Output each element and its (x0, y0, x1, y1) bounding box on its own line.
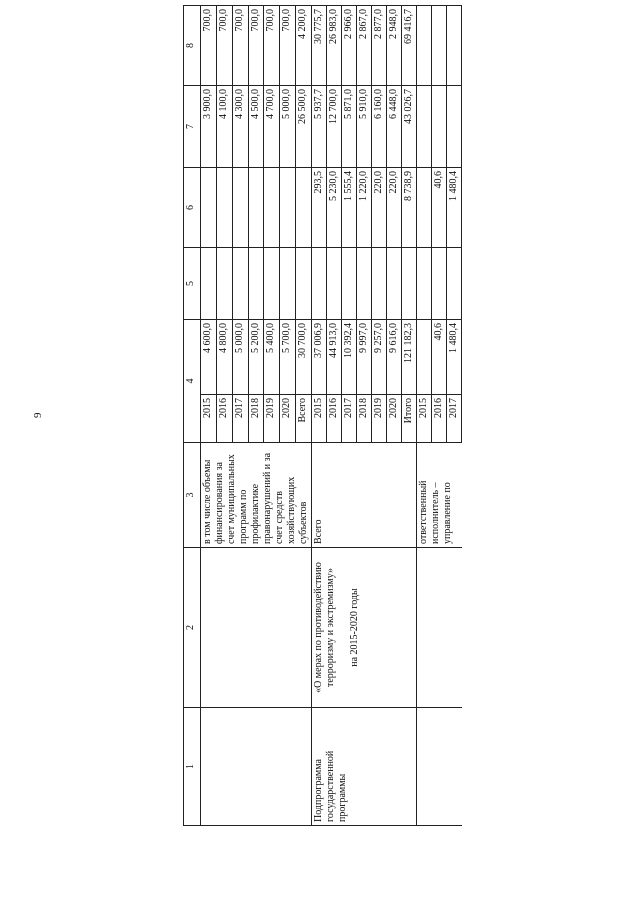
year-cell: 2020 (280, 395, 296, 443)
regional-amount-cell: 1 555,4 (342, 168, 357, 248)
program-type-cell: Подпрограмма государственной программы (312, 708, 417, 826)
col-header-8: 8 (184, 6, 201, 86)
federal-amount-cell (402, 248, 417, 320)
federal-amount-cell (232, 248, 248, 320)
col-header-5: 5 (184, 248, 201, 320)
col-header-4: 4 (184, 320, 201, 443)
regional-amount-cell: 1 480,4 (447, 168, 462, 248)
municipal-amount-cell: 5 000,0 (280, 86, 296, 168)
table-row (201, 6, 217, 826)
year-cell: 2015 (312, 395, 327, 443)
financing-source-cell: Всего (312, 443, 417, 548)
total-amount-cell: 4 800,0 (216, 320, 232, 395)
year-cell: 2018 (248, 395, 264, 443)
extrabudget-amount-cell: 2 867,0 (357, 6, 372, 86)
total-amount-cell: 30 700,0 (296, 320, 312, 395)
extrabudget-amount-cell (432, 6, 447, 86)
heading-line (133, 0, 146, 330)
financing-table (183, 5, 462, 826)
heading-line (96, 0, 109, 330)
table-row (417, 6, 432, 826)
regional-amount-cell (417, 168, 432, 248)
program-name-cell (312, 548, 417, 708)
program-name: «О мерах по противодействию терроризму и экстремизму» (313, 562, 336, 693)
federal-amount-cell (342, 248, 357, 320)
regional-amount-cell: 8 738,9 (402, 168, 417, 248)
municipal-amount-cell: 4 100,0 (216, 86, 232, 168)
municipal-amount-cell: 26 500,0 (296, 86, 312, 168)
federal-amount-cell (417, 248, 432, 320)
extrabudget-amount-cell: 69 416,7 (402, 6, 417, 86)
municipal-amount-cell: 5 871,0 (342, 86, 357, 168)
municipal-amount-cell: 12 700,0 (327, 86, 342, 168)
total-amount-cell (417, 320, 432, 395)
total-amount-cell: 1 480,4 (447, 320, 462, 395)
regional-amount-cell: 293,5 (312, 168, 327, 248)
regional-amount-cell (216, 168, 232, 248)
federal-amount-cell (201, 248, 217, 320)
heading-line (108, 0, 121, 330)
heading-line (121, 0, 134, 330)
total-amount-cell: 9 997,0 (357, 320, 372, 395)
extrabudget-amount-cell: 26 983,0 (327, 6, 342, 86)
year-cell: 2019 (372, 395, 387, 443)
federal-amount-cell (248, 248, 264, 320)
year-cell: Всего (296, 395, 312, 443)
col-header-1: 1 (184, 708, 201, 826)
year-cell: Итого (402, 395, 417, 443)
year-cell: 2015 (417, 395, 432, 443)
program-name-cell (417, 548, 462, 708)
col-header-2: 2 (184, 548, 201, 708)
total-amount-cell: 44 913,0 (327, 320, 342, 395)
total-amount-cell: 121 182,3 (402, 320, 417, 395)
extrabudget-amount-cell: 2 877,0 (372, 6, 387, 86)
regional-amount-cell (280, 168, 296, 248)
table-body (201, 6, 462, 826)
total-amount-cell: 5 000,0 (232, 320, 248, 395)
regional-amount-cell (264, 168, 280, 248)
total-amount-cell: 4 600,0 (201, 320, 217, 395)
header-row (184, 6, 201, 826)
federal-amount-cell (264, 248, 280, 320)
year-cell: 2017 (447, 395, 462, 443)
regional-amount-cell (232, 168, 248, 248)
extrabudget-amount-cell (417, 6, 432, 86)
municipal-amount-cell: 6 160,0 (372, 86, 387, 168)
program-period: на 2015-2020 годы (349, 588, 360, 667)
col-header-7: 7 (184, 86, 201, 168)
heading-line (83, 0, 96, 330)
financing-table-wrapper (183, 6, 623, 826)
year-cell: 2020 (387, 395, 402, 443)
extrabudget-amount-cell: 700,0 (201, 6, 217, 86)
municipal-amount-cell: 4 500,0 (248, 86, 264, 168)
regional-amount-cell (248, 168, 264, 248)
municipal-amount-cell: 43 026,7 (402, 86, 417, 168)
total-amount-cell: 5 200,0 (248, 320, 264, 395)
federal-amount-cell (372, 248, 387, 320)
year-cell: 2019 (264, 395, 280, 443)
federal-amount-cell (296, 248, 312, 320)
federal-amount-cell (280, 248, 296, 320)
regional-amount-cell (201, 168, 217, 248)
extrabudget-amount-cell: 2 948,0 (387, 6, 402, 86)
federal-amount-cell (216, 248, 232, 320)
regional-amount-cell: 220,0 (387, 168, 402, 248)
municipal-amount-cell: 4 300,0 (232, 86, 248, 168)
col-header-6: 6 (184, 168, 201, 248)
program-type-cell (417, 708, 462, 826)
municipal-amount-cell: 6 448,0 (387, 86, 402, 168)
federal-amount-cell (357, 248, 372, 320)
page-number: 9 (32, 412, 44, 418)
municipal-amount-cell: 5 937,7 (312, 86, 327, 168)
year-cell: 2016 (216, 395, 232, 443)
extrabudget-amount-cell: 700,0 (216, 6, 232, 86)
year-cell: 2017 (342, 395, 357, 443)
regional-amount-cell (296, 168, 312, 248)
total-amount-cell: 9 257,0 (372, 320, 387, 395)
federal-amount-cell (447, 248, 462, 320)
total-amount-cell: 9 616,0 (387, 320, 402, 395)
year-cell: 2018 (357, 395, 372, 443)
regional-amount-cell: 220,0 (372, 168, 387, 248)
program-name-cell (201, 548, 312, 708)
regional-amount-cell: 5 230,0 (327, 168, 342, 248)
continuation-appendix-2 (40, 0, 53, 330)
document-heading (40, 0, 190, 905)
municipal-amount-cell (417, 86, 432, 168)
extrabudget-amount-cell: 700,0 (264, 6, 280, 86)
extrabudget-amount-cell: 2 966,0 (342, 6, 357, 86)
regional-amount-cell: 1 220,0 (357, 168, 372, 248)
year-cell: 2016 (327, 395, 342, 443)
extrabudget-amount-cell: 700,0 (280, 6, 296, 86)
extrabudget-amount-cell: 4 200,0 (296, 6, 312, 86)
col-header-3: 3 (184, 443, 201, 548)
federal-amount-cell (432, 248, 447, 320)
federal-amount-cell (327, 248, 342, 320)
total-amount-cell: 5 400,0 (264, 320, 280, 395)
extrabudget-amount-cell: 30 775,7 (312, 6, 327, 86)
financing-source-cell: ответственный исполнитель – управление по (417, 443, 462, 548)
total-amount-cell: 10 392,4 (342, 320, 357, 395)
total-amount-cell: 37 006,9 (312, 320, 327, 395)
total-amount-cell: 5 700,0 (280, 320, 296, 395)
municipal-amount-cell: 4 700,0 (264, 86, 280, 168)
year-cell: 2016 (432, 395, 447, 443)
year-cell: 2017 (232, 395, 248, 443)
total-amount-cell: 40,6 (432, 320, 447, 395)
municipal-amount-cell: 5 910,0 (357, 86, 372, 168)
municipal-amount-cell (432, 86, 447, 168)
regional-amount-cell: 40,6 (432, 168, 447, 248)
table-row (312, 6, 327, 826)
heading-line (71, 0, 84, 330)
year-cell: 2015 (201, 395, 217, 443)
extrabudget-amount-cell (447, 6, 462, 86)
program-type-cell (201, 708, 312, 826)
federal-amount-cell (387, 248, 402, 320)
municipal-amount-cell (447, 86, 462, 168)
extrabudget-amount-cell: 700,0 (248, 6, 264, 86)
federal-amount-cell (312, 248, 327, 320)
extrabudget-amount-cell: 700,0 (232, 6, 248, 86)
financing-source-cell: в том числе объемы финансирования за счет муниципальных программ по профилактике правонарушений и за счет средств хозяйствующих субъектов (201, 443, 312, 548)
municipal-amount-cell: 3 900,0 (201, 86, 217, 168)
